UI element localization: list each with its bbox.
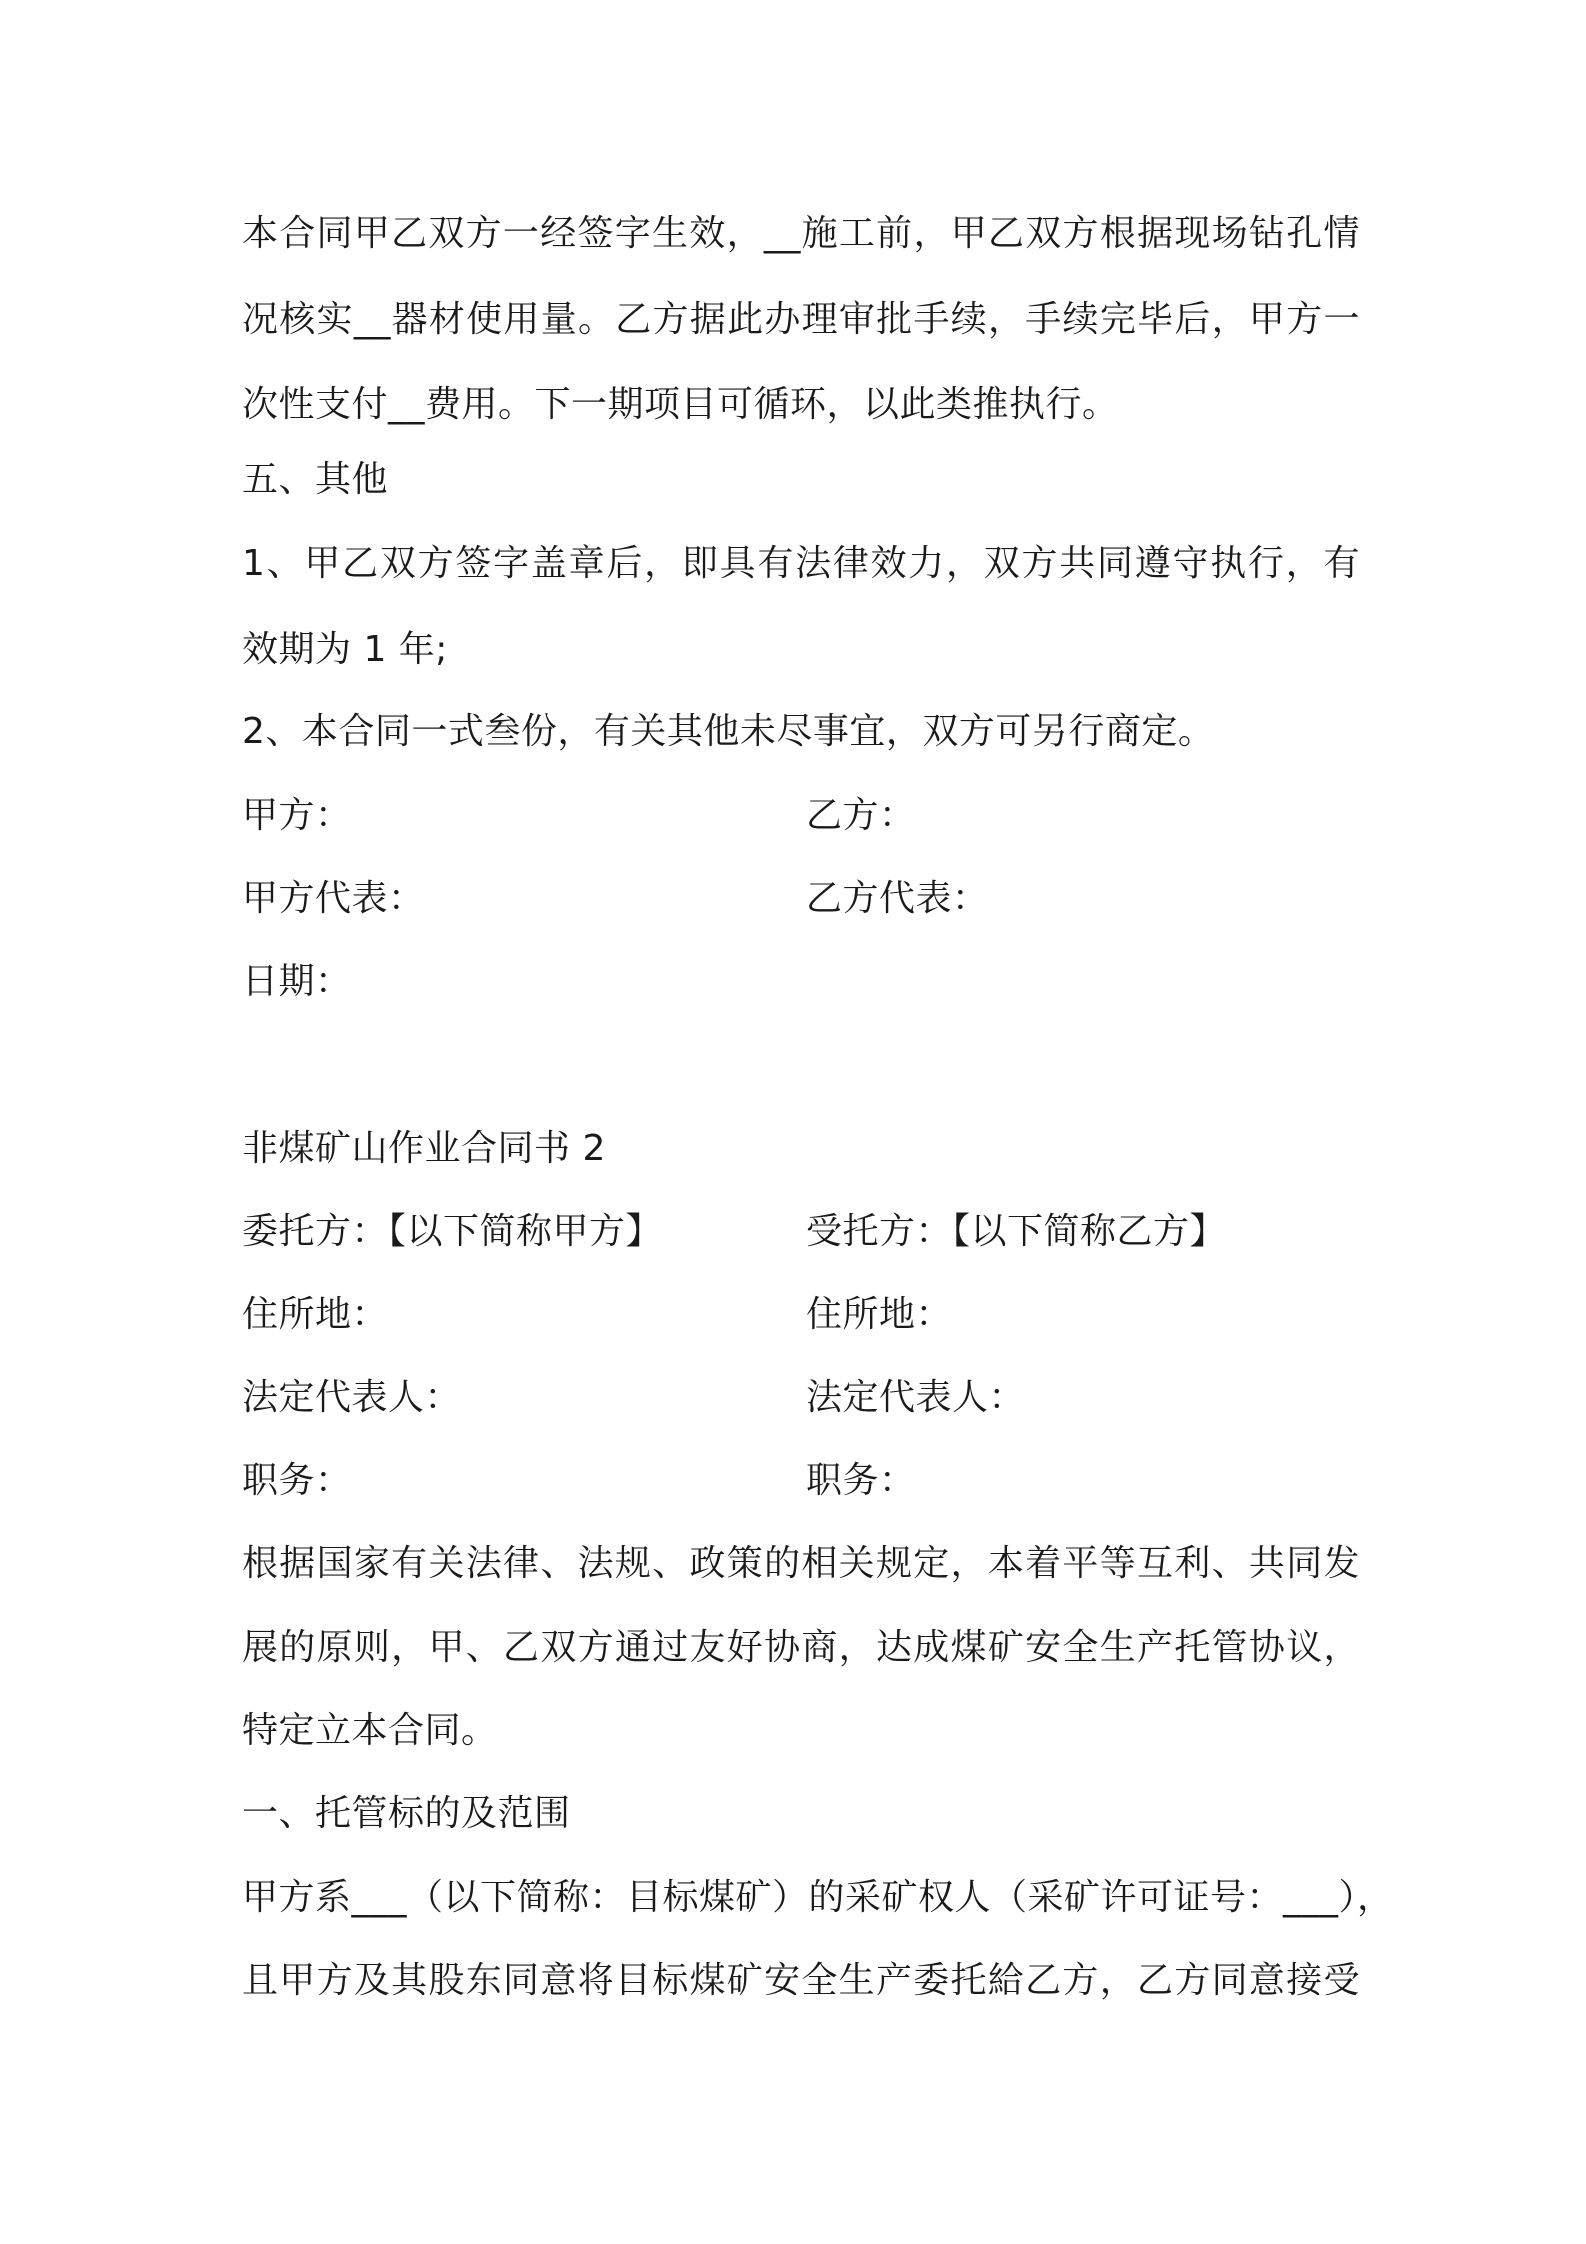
paragraph-line: 况核实__器材使用量。乙方据此办理审批手续，手续完毕后，甲方一 [242, 299, 1360, 340]
paragraph-line: 本合同甲乙双方一经签字生效，__施工前，甲乙双方根据现场钻孔情 [242, 213, 1360, 254]
contractor-position-label: 职务： [806, 1460, 916, 1501]
paragraph-line: 次性支付__费用。下一期项目可循环，以此类推执行。 [242, 384, 1119, 425]
date-label: 日期： [242, 961, 352, 1002]
contract-title: 非煤矿山作业合同书 2 [242, 1128, 606, 1169]
preamble-line: 根据国家有关法律、法规、政策的相关规定，本着平等互利、共同发 [242, 1543, 1360, 1584]
party-b-rep-label: 乙方代表： [806, 878, 989, 919]
preamble-line: 特定立本合同。 [242, 1710, 498, 1751]
contractor-legal-rep-label: 法定代表人： [806, 1377, 1026, 1418]
section-heading: 五、其他 [242, 459, 389, 500]
party-b-label: 乙方： [806, 795, 916, 836]
paragraph-line: 甲方系___（以下简称：目标煤矿）的采矿权人（采矿许可证号：___）， [242, 1877, 1394, 1918]
party-a-label: 甲方： [242, 795, 352, 836]
list-item-line: 效期为 1 年; [242, 629, 448, 670]
client-address-label: 住所地： [242, 1294, 389, 1335]
contractor-address-label: 住所地： [806, 1294, 953, 1335]
list-item: 2、本合同一式叁份，有关其他未尽事宜，双方可另行商定。 [242, 711, 1215, 752]
preamble-line: 展的原则，甲、乙双方通过友好协商，达成煤矿安全生产托管协议， [242, 1627, 1360, 1668]
contractor-label: 受托方：【以下简称乙方】 [806, 1211, 1227, 1252]
client-label: 委托方：【以下简称甲方】 [242, 1211, 663, 1252]
section-heading: 一、托管标的及范围 [242, 1793, 571, 1834]
client-position-label: 职务： [242, 1460, 352, 1501]
party-a-rep-label: 甲方代表： [242, 878, 425, 919]
paragraph-line: 且甲方及其股东同意将目标煤矿安全生产委托給乙方，乙方同意接受 [242, 1960, 1360, 2001]
client-legal-rep-label: 法定代表人： [242, 1377, 462, 1418]
list-item-line: 1、甲乙双方签字盖章后，即具有法律效力，双方共同遵守执行，有 [242, 543, 1360, 584]
